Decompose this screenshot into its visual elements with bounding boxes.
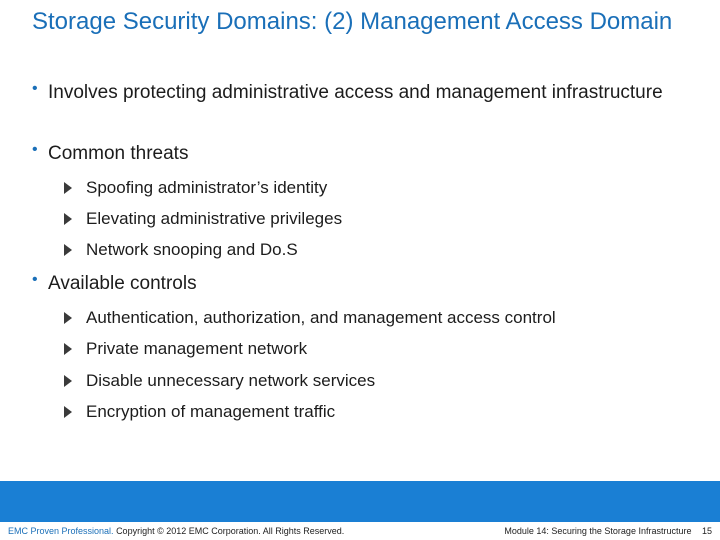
bullet-item (32, 269, 668, 298)
sub-bullet-item (64, 396, 335, 427)
sub-bullet-item (64, 302, 556, 333)
sub-bullet-text: Private management network (86, 339, 308, 358)
slide-title: Storage Security Domains: (2) Management Access Domain (32, 8, 673, 35)
sub-bullet-text: Elevating administrative privileges (86, 209, 343, 228)
footer-copyright-text: Copyright © 2012 EMC Corporation. All Rights Reserved. (116, 526, 345, 536)
bullet-text: Common threats (48, 143, 189, 164)
sub-bullet-item (64, 172, 327, 203)
triangle-right-icon (64, 172, 86, 203)
bullet-item (32, 139, 668, 168)
triangle-right-icon (64, 333, 86, 364)
footer-bar (0, 481, 720, 522)
footer-brand: EMC Proven Professional. (8, 526, 114, 536)
footer (0, 522, 720, 540)
sub-bullet-item (64, 234, 298, 265)
footer-copyright (8, 522, 344, 540)
sub-bullet-text: Authentication, authorization, and management access control (86, 308, 556, 327)
sub-bullet-text: Encryption of management traffic (86, 402, 336, 421)
footer-module-title: Module 14: Securing the Storage Infrastructure (504, 526, 692, 536)
dot-bullet-icon: • (32, 141, 38, 158)
bullet-text: Involves protecting administrative access and management infrastructure (48, 82, 663, 103)
sub-bullet-text: Network snooping and Do.S (86, 240, 298, 259)
sub-bullet-item (64, 203, 342, 234)
triangle-right-icon (64, 234, 86, 265)
triangle-right-icon (64, 302, 86, 333)
footer-module-info (504, 522, 712, 540)
dot-bullet-icon: • (32, 80, 38, 97)
triangle-right-icon (64, 365, 86, 396)
bullet-item (32, 78, 668, 107)
triangle-right-icon (64, 203, 86, 234)
dot-bullet-icon: • (32, 271, 38, 288)
sub-bullet-item (64, 365, 375, 396)
triangle-right-icon (64, 396, 86, 427)
page-number: 15 (701, 526, 712, 536)
sub-bullet-text: Disable unnecessary network services (86, 371, 376, 390)
sub-bullet-text: Spoofing administrator’s identity (86, 178, 328, 197)
bullet-text: Available controls (48, 273, 197, 294)
sub-bullet-item (64, 333, 307, 364)
